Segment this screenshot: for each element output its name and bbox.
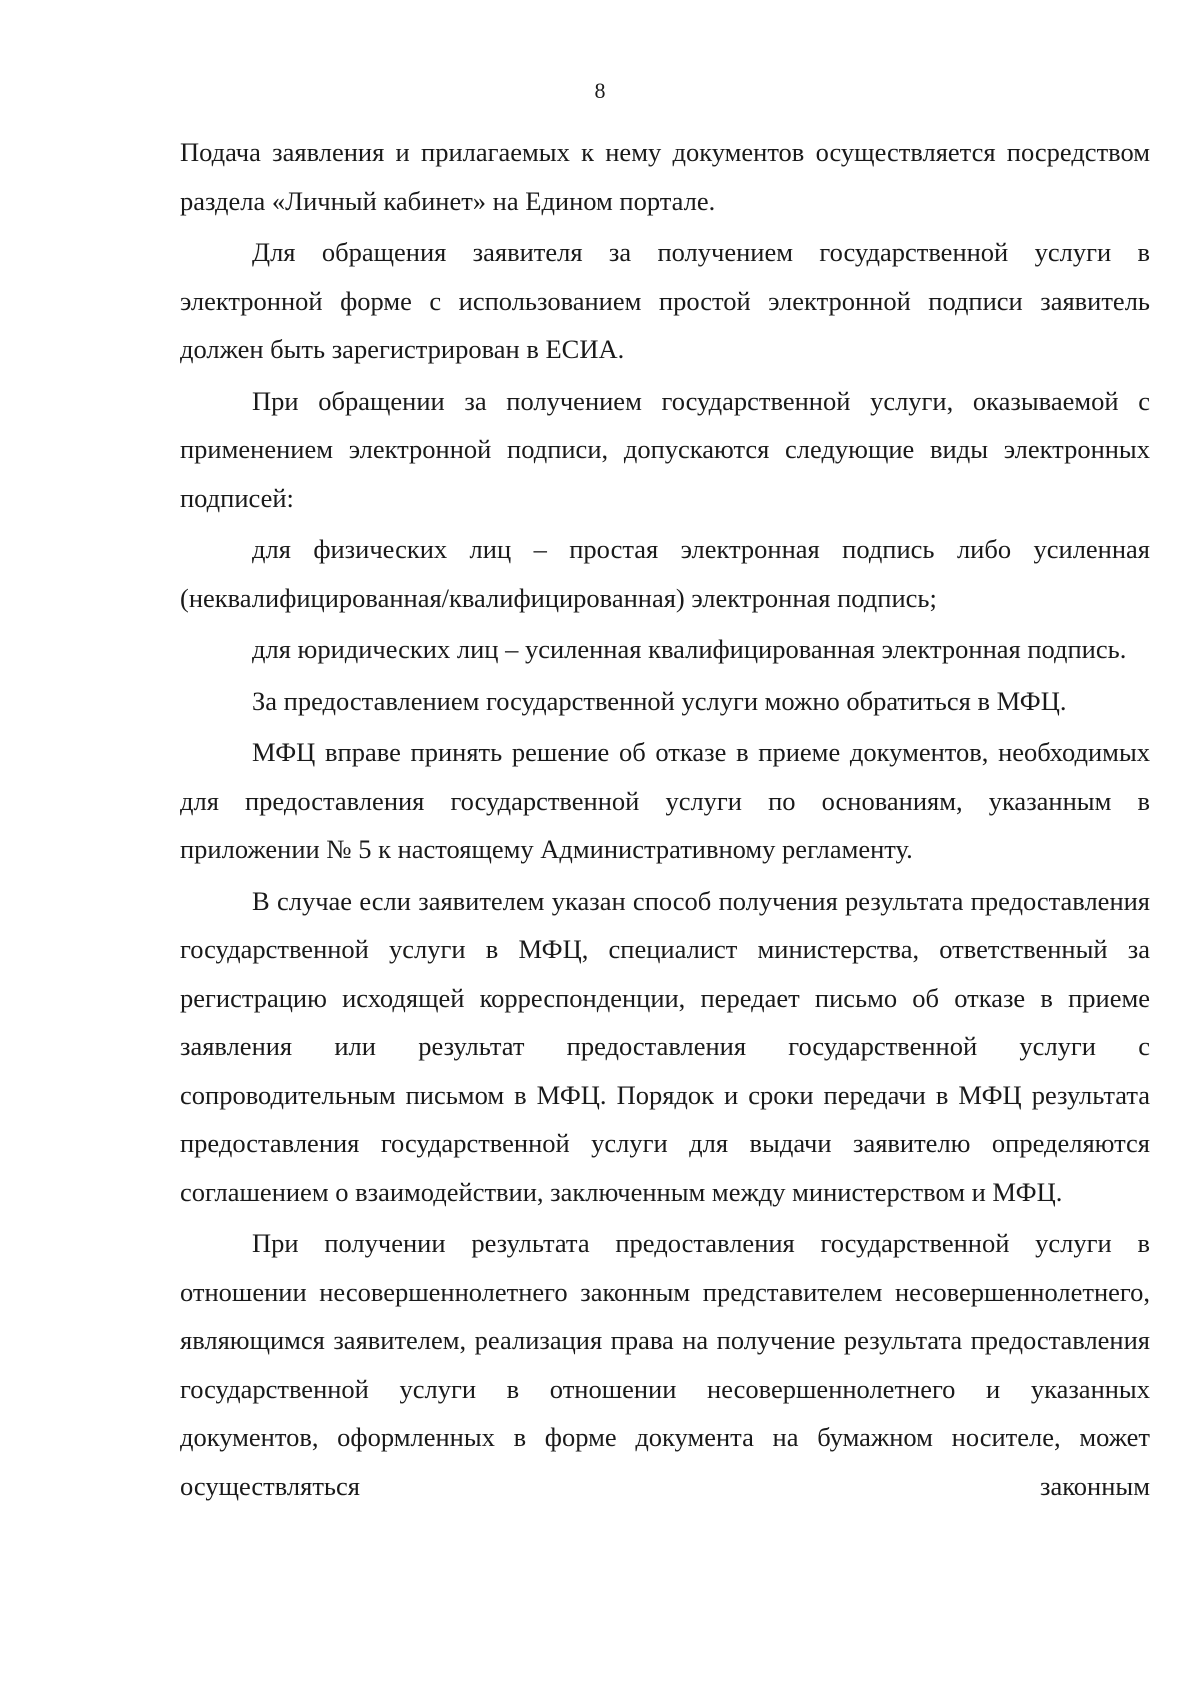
paragraph-legal-entities-signature: для юридических лиц – усиленная квалифицированная электронная подпись. bbox=[252, 634, 1127, 664]
paragraph-esia-registration: Для обращения заявителя за получением государственной услуги в электронной форме с использованием простой электронной подписи заявитель должен быть зарегистрирован в ЕСИА. bbox=[180, 237, 1150, 364]
paragraph-mfc-application: За предоставлением государственной услуги можно обратиться в МФЦ. bbox=[252, 685, 1067, 716]
paragraph-individuals-signature: для физических лиц – простая электронная подпись либо усиленная (неквалифицированная/квалифицированная) электронная подпись; bbox=[180, 534, 1150, 613]
document-body bbox=[180, 128, 1150, 1510]
paragraph-minor-result: При получении результата предоставления государственной услуги в отношении несовершеннолетнего законным представителем несовершеннолетнего, являющимся заявителем, реализация права на получение результата предоставления государственной услуги в отношении несовершеннолетнего и указанных документов, оформленных в форме документа на бумажном носителе, может осуществляться законным bbox=[180, 1228, 1150, 1501]
paragraph-result-delivery-mfc: В случае если заявителем указан способ получения результата предоставления государственной услуги в МФЦ, специалист министерства, ответственный за регистрацию исходящей корреспонденции, передает письмо об отказе в приеме заявления или результат предоставления государственной услуги с сопроводительным письмом в МФЦ. Порядок и сроки передачи в МФЦ результата предоставления государственной услуги для выдачи заявителю определяются соглашением о взаимодействии, заключенным между министерством и МФЦ. bbox=[180, 885, 1150, 1207]
paragraph-submission-portal: Подача заявления и прилагаемых к нему документов осуществляется посредством раздела «Личный кабинет» на Едином портале. bbox=[180, 137, 1150, 216]
paragraph-signature-types: При обращении за получением государственной услуги, оказываемой с применением электронной подписи, допускаются следующие виды электронных подписей: bbox=[180, 385, 1150, 513]
page-number: 8 bbox=[594, 78, 606, 103]
paragraph-mfc-refusal: МФЦ вправе принять решение об отказе в приеме документов, необходимых для предоставления государственной услуги по основаниям, указанным в приложении № 5 к настоящему Административному регламенту. bbox=[180, 737, 1150, 864]
